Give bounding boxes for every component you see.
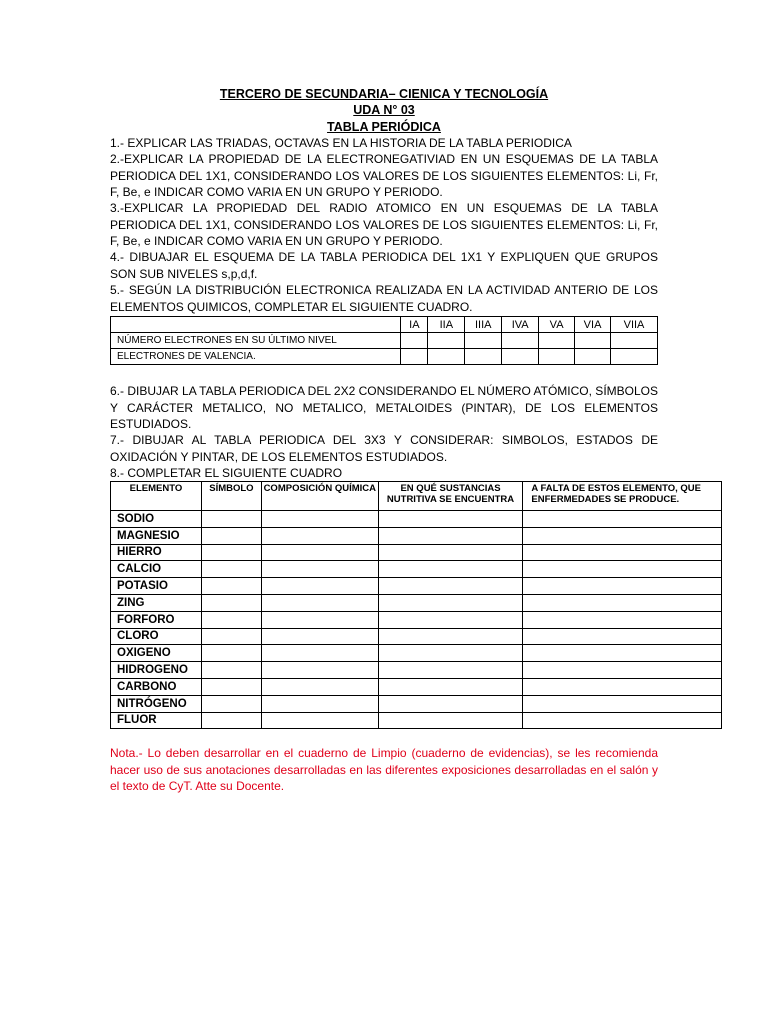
table-cell (261, 678, 378, 695)
table-cell (378, 527, 523, 544)
table-cell (523, 611, 722, 628)
table-row (111, 511, 722, 528)
table-cell (261, 695, 378, 712)
table-row (111, 349, 658, 365)
table-cell (523, 628, 722, 645)
table-cell (378, 645, 523, 662)
table-cell (201, 695, 261, 712)
table-row (111, 678, 722, 695)
element-name: HIDROGENO (111, 662, 202, 679)
group-header: IIIA (465, 317, 502, 333)
column-header: COMPOSICIÓN QUÍMICA (261, 482, 378, 511)
doc-subtitle: TABLA PERIÓDICA (327, 120, 441, 134)
column-header: SÍMBOLO (201, 482, 261, 511)
table-cell (611, 333, 658, 349)
table-cell (201, 662, 261, 679)
elements-table (110, 481, 722, 729)
table-cell (523, 511, 722, 528)
table-cell (261, 561, 378, 578)
table-row (111, 695, 722, 712)
table-row (111, 712, 722, 729)
table-cell (201, 561, 261, 578)
table-cell (401, 333, 428, 349)
table-row (111, 333, 658, 349)
item-3: 3.-EXPLICAR LA PROPIEDAD DEL RADIO ATOMICO EN UN ESQUEMAS DE LA TABLA PERIODICA DEL 1X1, CONSIDERANDO LOS VALORES DE LOS SIGUIENTES ELEMENTOS: Li, Fr, F, Be, e INDICAR COMO VARIA EN UN GRUPO Y PERIODO. (110, 201, 658, 248)
table-row (111, 628, 722, 645)
table-cell (201, 678, 261, 695)
table-row (111, 317, 658, 333)
table-cell (111, 317, 401, 333)
item-5: 5.- SEGÚN LA DISTRIBUCIÓN ELECTRONICA REALIZADA EN LA ACTIVIDAD ANTERIO DE LOS ELEMENTOS QUIMICOS, COMPLETAR EL SIGUIENTE CUADRO. (110, 283, 658, 314)
group-header: IA (401, 317, 428, 333)
table-cell (261, 662, 378, 679)
table-cell (378, 544, 523, 561)
table-cell (261, 527, 378, 544)
table-cell (465, 349, 502, 365)
table-cell (502, 349, 539, 365)
table-row (111, 561, 722, 578)
table-cell (201, 645, 261, 662)
table-row (111, 544, 722, 561)
group-header: VIIA (611, 317, 658, 333)
table-cell (575, 333, 611, 349)
table-cell (523, 561, 722, 578)
table-cell (201, 511, 261, 528)
element-name: HIERRO (111, 544, 202, 561)
table-cell (428, 333, 465, 349)
table-cell (611, 349, 658, 365)
column-header: A FALTA DE ESTOS ELEMENTO, QUE ENFERMEDADES SE PRODUCE. (523, 482, 722, 511)
table-cell (201, 611, 261, 628)
row-label: ELECTRONES DE VALENCIA. (111, 349, 401, 365)
table-cell (378, 594, 523, 611)
group-header: VA (539, 317, 575, 333)
element-name: MAGNESIO (111, 527, 202, 544)
table-row (111, 594, 722, 611)
table-cell (378, 695, 523, 712)
table-cell (539, 333, 575, 349)
table-cell (523, 578, 722, 595)
table-cell (523, 678, 722, 695)
table-cell (201, 544, 261, 561)
table-cell (261, 645, 378, 662)
table-cell (523, 712, 722, 729)
element-name: FLUOR (111, 712, 202, 729)
note-text: Nota.- Lo deben desarrollar en el cuaderno de Limpio (cuaderno de evidencias), se les recomienda hacer uso de sus anotaciones desarrolladas en las diferentes exposiciones desarrolladas en el salón y el texto de CyT. Atte su Docente. (110, 746, 658, 793)
table-row (111, 645, 722, 662)
table-cell (575, 349, 611, 365)
table-cell (401, 349, 428, 365)
table-cell (378, 611, 523, 628)
column-header: ELEMENTO (111, 482, 202, 511)
table-cell (523, 544, 722, 561)
table-cell (201, 578, 261, 595)
table-cell (502, 333, 539, 349)
table-cell (378, 712, 523, 729)
table-cell (201, 712, 261, 729)
table-cell (465, 333, 502, 349)
group-header: VIA (575, 317, 611, 333)
table-cell (428, 349, 465, 365)
table-cell (261, 611, 378, 628)
element-name: CLORO (111, 628, 202, 645)
table-cell (261, 578, 378, 595)
row-label: NÚMERO ELECTRONES EN SU ÚLTIMO NIVEL (111, 333, 401, 349)
table-cell (201, 594, 261, 611)
doc-unit: UDA N° 03 (353, 103, 415, 117)
item-8: 8.- COMPLETAR EL SIGUIENTE CUADRO (110, 466, 343, 480)
item-4: 4.- DIBUAJAR EL ESQUEMA DE LA TABLA PERIODICA DEL 1X1 Y EXPLIQUEN QUE GRUPOS SON SUB NIVELES s,p,d,f. (110, 250, 658, 281)
element-name: CALCIO (111, 561, 202, 578)
table-cell (261, 628, 378, 645)
element-rows (111, 511, 722, 729)
element-name: SODIO (111, 511, 202, 528)
table-row (111, 611, 722, 628)
table-cell (378, 578, 523, 595)
table-cell (523, 662, 722, 679)
table-cell (261, 712, 378, 729)
item-1: 1.- EXPLICAR LAS TRIADAS, OCTAVAS EN LA HISTORIA DE LA TABLA PERIODICA (110, 136, 572, 150)
table-cell (261, 594, 378, 611)
table-cell (523, 527, 722, 544)
table-cell (261, 511, 378, 528)
table-cell (378, 511, 523, 528)
table-cell (523, 645, 722, 662)
table-row (111, 662, 722, 679)
table-cell (378, 678, 523, 695)
group-header: IVA (502, 317, 539, 333)
element-name: POTASIO (111, 578, 202, 595)
doc-title: TERCERO DE SECUNDARIA– CIENICA Y TECNOLOGÍA (219, 87, 549, 101)
table-cell (539, 349, 575, 365)
table-cell (523, 695, 722, 712)
item-6: 6.- DIBUJAR LA TABLA PERIODICA DEL 2X2 CONSIDERANDO EL NÚMERO ATÓMICO, SÍMBOLOS Y CARÁCTER METALICO, NO METALICO, METALOIDES (PINTAR), DE LOS ELEMENTOS ESTUDIADOS. (110, 384, 658, 431)
table-row (111, 578, 722, 595)
element-name: FORFORO (111, 611, 202, 628)
element-name: OXIGENO (111, 645, 202, 662)
element-name: CARBONO (111, 678, 202, 695)
table-cell (378, 561, 523, 578)
group-header: IIA (428, 317, 465, 333)
table-row (111, 527, 722, 544)
table-cell (201, 527, 261, 544)
table-cell (378, 628, 523, 645)
table-cell (261, 544, 378, 561)
electron-table (110, 316, 658, 365)
table-cell (378, 662, 523, 679)
element-name: ZING (111, 594, 202, 611)
table-header-row (111, 482, 722, 511)
column-header: EN QUÉ SUSTANCIAS NUTRITIVA SE ENCUENTRA (378, 482, 523, 511)
table-cell (201, 628, 261, 645)
item-7: 7.- DIBUJAR AL TABLA PERIODICA DEL 3X3 Y CONSIDERAR: SIMBOLOS, ESTADOS DE OXIDACIÓN Y PINTAR, DE LOS ELEMENTOS ESTUDIADOS. (110, 433, 658, 464)
element-name: NITRÓGENO (111, 695, 202, 712)
table-cell (523, 594, 722, 611)
item-2: 2.-EXPLICAR LA PROPIEDAD DE LA ELECTRONEGATIVIAD EN UN ESQUEMAS DE LA TABLA PERIODICA DEL 1X1, CONSIDERANDO LOS VALORES DE LOS SIGUIENTES ELEMENTOS: Li, Fr, F, Be, e INDICAR COMO VARIA EN UN GRUPO Y PERIODO. (110, 152, 658, 199)
